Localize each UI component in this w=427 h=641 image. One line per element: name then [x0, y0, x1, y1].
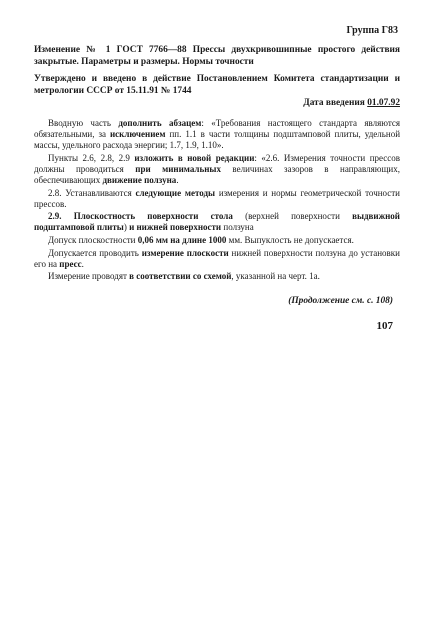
paragraph-intro: [34, 118, 400, 151]
text-run: при минимальных: [135, 163, 221, 174]
text-run: нижней поверхности ползуна до установки его на: [34, 247, 400, 269]
text-run: исключением: [109, 129, 166, 140]
paragraph-2-9: [34, 211, 400, 233]
effective-date: [303, 98, 400, 108]
text-run: в соответствии со схемой: [129, 271, 232, 282]
text-run: Вводную часть: [48, 118, 119, 128]
paragraph-items: [34, 153, 400, 186]
document-body: [34, 118, 400, 284]
text-run: 2.8. Устанавливаются: [48, 187, 136, 198]
text-run: ): [123, 222, 130, 233]
text-run: 2.9. Плоскостность поверхности стола: [48, 211, 233, 222]
text-run: следующие методы: [135, 187, 216, 198]
text-run: (верхней поверхности: [232, 211, 353, 222]
text-run: пресс: [59, 258, 82, 269]
text-run: Пункты 2.6, 2.8, 2.9: [48, 152, 135, 163]
paragraph-measurement-allowed: [34, 248, 400, 270]
text-run: : «Требования настоящего стандарта являются обязательными, за: [34, 118, 401, 140]
continuation-note: (Продолжение см. с. 108): [288, 296, 393, 306]
text-run: дополнить абзацем: [118, 118, 202, 128]
change-title: Изменение № 1 ГОСТ 7766—88 Прессы двухкривошипные простого действия закрытые. Параметры и размеры. Нормы точности: [34, 45, 400, 67]
text-run: измерение плоскости: [141, 247, 229, 258]
paragraph-measurement-method: [34, 271, 400, 282]
text-run: движение ползуна: [102, 174, 177, 185]
effective-date-value: 01.07.92: [367, 98, 400, 108]
text-run: , указанной на черт. 1а.: [231, 271, 320, 282]
text-run: Допуск плоскостности: [48, 234, 138, 245]
text-run: выдвижной подштамповой плиты: [34, 211, 400, 233]
text-run: Измерение проводят: [48, 271, 130, 282]
approval-statement: Утверждено и введено в действие Постановлением Комитета стандартизации и метрологии СССР от 15.11.91 № 1744: [34, 74, 400, 96]
text-run: величинах зазоров в направляющих, обеспечивающих: [34, 163, 400, 185]
paragraph-2-8: [34, 188, 400, 210]
text-run: пп. 1.1 в части толщины подштамповой плиты, удельной массы, удельного расхода энергии; 1.7, 1.9, 1.10».: [34, 129, 401, 151]
text-run: ползуна: [221, 222, 254, 233]
text-run: 0,06 мм на длине 1000: [137, 234, 227, 245]
text-run: изложить в новой редакции: [134, 152, 255, 163]
text-run: .: [176, 174, 179, 185]
group-label: Группа Г83: [346, 25, 398, 36]
text-run: : «2.6. Измерения точности прессов должны проводиться: [34, 152, 400, 174]
page-number: 107: [376, 320, 393, 332]
paragraph-tolerance: [34, 235, 400, 246]
effective-date-label: Дата введения: [303, 98, 368, 108]
text-run: .: [81, 258, 84, 269]
text-run: измерения и нормы геометрической точности прессов.: [34, 187, 400, 209]
text-run: Допускается проводить: [48, 247, 142, 258]
text-run: мм. Выпуклость не допускается.: [226, 234, 354, 245]
text-run: и нижней поверхности: [129, 222, 222, 233]
